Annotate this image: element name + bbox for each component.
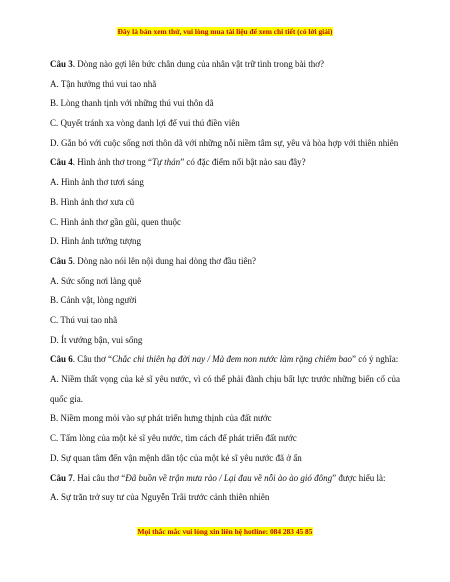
question-text-before: . Hai câu thơ “ (72, 472, 126, 483)
question-text-before: . Hình ảnh thơ trong “ (72, 157, 153, 168)
option-b: B. Hình ảnh thơ xưa cũ (50, 196, 135, 207)
option-a: A. Tận hưởng thú vui tao nhã (50, 78, 157, 89)
option-d: D. Sự quan tâm đến vận mệnh dân tộc của một kẻ sĩ yêu nước đã ở ẩn (50, 452, 302, 463)
question-7 (50, 469, 400, 489)
option-d: D. Hình ảnh tưởng tượng (50, 236, 142, 247)
option-a: A. Sự trăn trở suy tư của Nguyễn Trãi trước cảnh thiên nhiên (50, 492, 270, 503)
option-d: D. Gắn bó với cuộc sống nơi thôn dã với những nỗi niềm tâm sự, yêu và hòa hợp với thiên nhiên (50, 137, 399, 148)
question-number: Câu 6 (50, 354, 73, 365)
question-text-after: ” có đặc điểm nổi bật nào sau đây? (180, 157, 306, 168)
question-text-italic: Chắc chi thiên hạ đời nay / Mà đem non nước làm rặng chiêm bao (112, 354, 353, 365)
option-a: A. Hình ảnh thơ tươi sáng (50, 177, 144, 188)
hotline-notice-banner (0, 527, 450, 536)
question-6 (50, 350, 400, 370)
option-d: D. Ít vướng bận, vui sống (50, 334, 143, 345)
option-a: A. Sức sống nơi làng quê (50, 275, 142, 286)
question-text-before: . Câu thơ “ (72, 354, 113, 365)
option-a: A. Niềm thất vọng của kẻ sĩ yêu nước, vì có thể phải đành chịu bất lực trước những biến cố của quốc gia. (50, 374, 400, 404)
question-text-after: ” có ý nghĩa: (352, 354, 399, 365)
question-text-after: ” được hiểu là: (332, 472, 386, 483)
question-text: . Dòng nào gợi lên bức chân dung của nhân vật trữ tình trong bài thơ? (72, 59, 324, 69)
question-text-italic: Tự thán (152, 157, 181, 168)
option-b: B. Cảnh vật, lòng người (50, 295, 137, 306)
document-body (50, 55, 400, 508)
question-number: Câu 5 (50, 255, 73, 266)
hotline-notice-text: Mọi thắc mắc vui lòng xin liên hệ hotline: 084 283 45 85 (137, 527, 313, 536)
question-4 (50, 153, 400, 173)
preview-notice-banner (0, 27, 450, 36)
question-3 (50, 55, 400, 75)
question-text: . Dòng nào nói lên nội dung hai dòng thơ đầu tiên? (72, 255, 256, 266)
question-number: Câu 4 (50, 157, 73, 168)
question-number: Câu 7 (50, 472, 73, 483)
option-b: B. Niềm mong mỏi vào sự phát triển hưng thịnh của đất nước (50, 413, 272, 424)
option-b: B. Lòng thanh tịnh với những thú vui thôn dã (50, 98, 214, 109)
option-c: C. Quyết tránh xa vòng danh lợi để vui thú điền viên (50, 118, 240, 129)
preview-notice-text: Đây là bản xem thử, vui lòng mua tài liệu để xem chi tiết (có lời giải) (117, 27, 333, 36)
option-c: C. Hình ảnh thơ gần gũi, quen thuộc (50, 216, 181, 227)
option-c: C. Thú vui tao nhã (50, 314, 118, 325)
option-c: C. Tấm lòng của một kẻ sĩ yêu nước, tìm cách để phát triển đất nước (50, 433, 297, 444)
question-text-italic: Đã buồn về trận mưa rào / Lại đau về nỗi ào ào gió đông (125, 472, 333, 483)
question-number: Câu 3 (50, 59, 73, 69)
question-5 (50, 252, 400, 272)
